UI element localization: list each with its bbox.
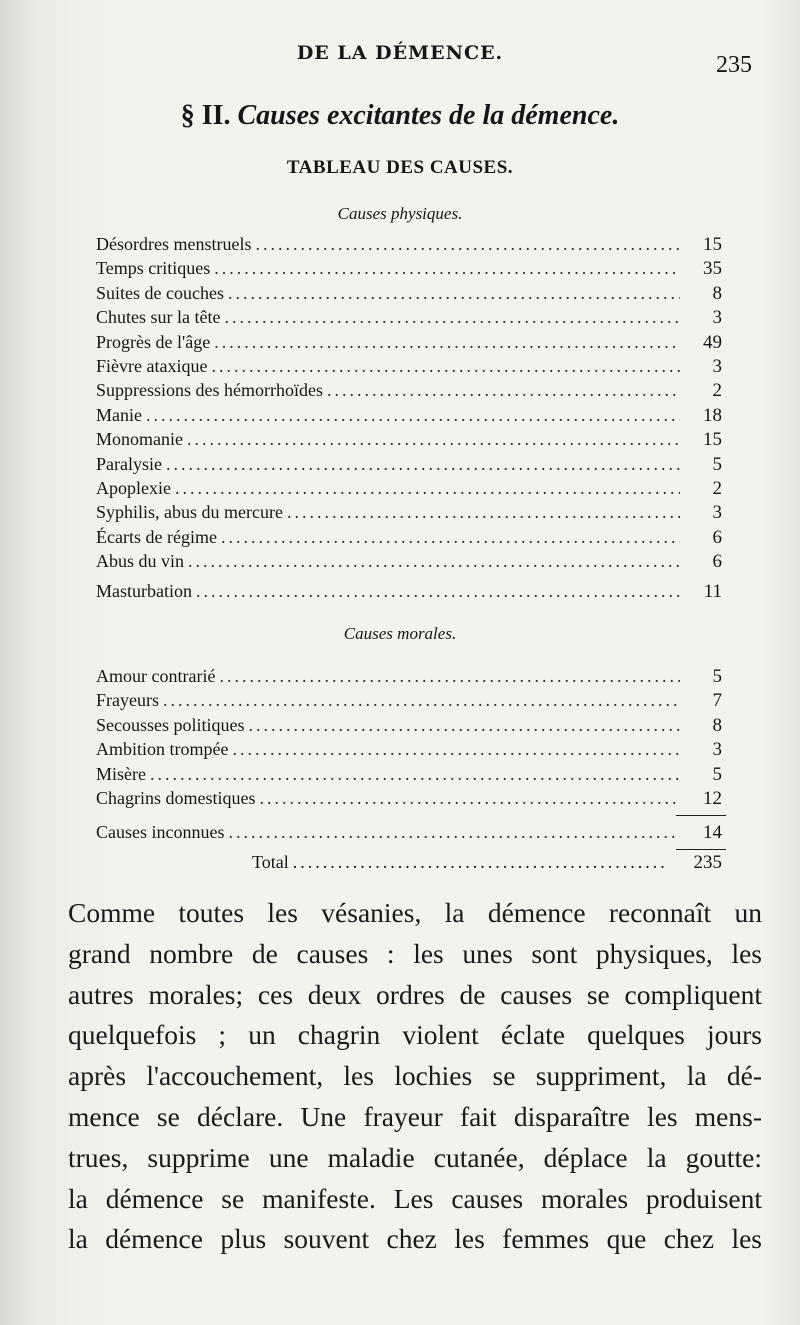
cause-row <box>96 737 722 761</box>
cause-count: 14 <box>703 822 722 843</box>
cause-row <box>96 525 722 549</box>
cause-count: 5 <box>712 666 722 687</box>
cause-label: Chutes sur la tête <box>96 307 221 328</box>
leader-dots <box>219 664 680 688</box>
cause-count: 2 <box>712 380 722 402</box>
cause-count: 8 <box>712 714 722 736</box>
cause-count: 49 <box>703 331 722 353</box>
leader-dots <box>150 762 680 786</box>
cause-row <box>96 305 722 329</box>
cause-row <box>96 549 722 573</box>
cause-count: 3 <box>712 307 722 329</box>
cause-count: 3 <box>712 739 722 761</box>
leader-dots <box>188 549 680 573</box>
cause-label: Paralysie <box>96 453 162 474</box>
cause-label: Masturbation <box>96 581 192 602</box>
cause-count: 3 <box>712 502 722 524</box>
total-value: 235 <box>693 852 722 873</box>
text-line: trues, supprime une maladie cutanée, déplace la goutte: <box>68 1141 762 1173</box>
cause-count: 8 <box>712 282 722 304</box>
cause-row <box>96 281 722 305</box>
cause-label: Secousses politiques <box>96 714 245 735</box>
table-title: TABLEAU DES CAUSES. <box>286 157 514 178</box>
leader-dots <box>187 427 680 451</box>
cause-label: Monomanie <box>96 429 183 450</box>
cause-row <box>96 427 722 451</box>
text-line: grand nombre de causes : les unes sont physiques, les <box>68 937 762 969</box>
leader-dots <box>327 378 680 402</box>
leader-dots <box>255 232 680 256</box>
cause-count: 6 <box>712 526 722 548</box>
cause-label: Frayeurs <box>96 690 159 711</box>
section-heading: Causes excitantes de la démence. <box>237 100 620 131</box>
leader-dots <box>163 688 680 712</box>
cause-row <box>96 500 722 524</box>
leader-dots <box>260 786 681 810</box>
leader-dots <box>228 820 680 844</box>
cause-row <box>96 762 722 786</box>
cause-count: 15 <box>703 429 722 451</box>
leader-dots <box>211 354 680 378</box>
page-header <box>0 42 800 82</box>
cause-label: Causes inconnues <box>96 822 225 842</box>
cause-label: Amour contrarié <box>96 666 216 686</box>
physical-causes-heading: Causes physiques. <box>337 204 463 223</box>
leader-dots <box>175 476 680 500</box>
cause-row <box>96 232 722 256</box>
cause-row <box>96 378 722 402</box>
text-line: la démence plus souvent chez les femmes que chez les <box>68 1223 762 1255</box>
cause-label: Abus du vin <box>96 551 185 572</box>
cause-row <box>96 403 722 427</box>
unknown-causes-list <box>96 820 722 844</box>
cause-count: 3 <box>712 355 722 377</box>
cause-count: 6 <box>712 551 722 573</box>
cause-row <box>96 354 722 378</box>
cause-count: 35 <box>703 258 722 280</box>
text-line: mence se déclare. Une frayeur fait disparaître les mens- <box>68 1100 762 1132</box>
cause-row <box>96 256 722 280</box>
cause-label: Désordres menstruels <box>96 234 252 254</box>
cause-label: Suites de couches <box>96 282 224 303</box>
cause-count: 11 <box>703 581 722 603</box>
leader-dots <box>293 852 664 873</box>
cause-row <box>96 476 722 500</box>
total-label: Total <box>252 852 289 872</box>
cause-row <box>96 664 722 688</box>
cause-row <box>96 713 722 737</box>
cause-count: 12 <box>703 787 722 809</box>
leader-dots <box>221 525 680 549</box>
cause-label: Temps critiques <box>96 258 211 279</box>
total-row <box>252 852 722 880</box>
cause-row <box>96 820 722 844</box>
leader-dots <box>196 579 680 603</box>
cause-label: Ambition trompée <box>96 739 229 760</box>
text-line: autres morales; ces deux ordres de causes se compliquent <box>68 978 762 1010</box>
cause-row <box>96 330 722 354</box>
cause-row <box>96 786 722 810</box>
leader-dots <box>146 403 680 427</box>
total-rule <box>676 849 726 850</box>
moral-causes-list <box>96 664 722 810</box>
body-paragraph <box>68 893 762 1260</box>
cause-count: 18 <box>703 404 722 426</box>
cause-count: 15 <box>703 234 722 255</box>
cause-count: 7 <box>712 690 722 712</box>
leader-dots <box>232 737 680 761</box>
running-head: DE LA DÉMENCE. <box>296 42 504 64</box>
moral-causes-heading: Causes morales. <box>343 624 457 643</box>
cause-label: Syphilis, abus du mercure <box>96 502 283 523</box>
page-number: 235 <box>716 52 752 78</box>
leader-dots <box>249 713 681 737</box>
leader-dots <box>214 330 680 354</box>
cause-label: Chagrins domestiques <box>96 787 256 808</box>
cause-label: Suppressions des hémorrhoïdes <box>96 380 323 401</box>
text-line: après l'accouchement, les lochies se suppriment, la dé- <box>68 1060 762 1092</box>
cause-count: 5 <box>712 763 722 785</box>
leader-dots <box>287 500 680 524</box>
cause-row <box>96 579 722 603</box>
cause-label: Misère <box>96 763 146 784</box>
leader-dots <box>228 281 680 305</box>
cause-label: Progrès de l'âge <box>96 331 211 352</box>
leader-dots <box>166 452 680 476</box>
cause-count: 5 <box>712 453 722 475</box>
physical-causes-list <box>96 232 722 604</box>
text-line: la démence se manifeste. Les causes morales produisent <box>68 1182 762 1214</box>
leader-dots <box>224 305 680 329</box>
cause-label: Fièvre ataxique <box>96 355 208 376</box>
section-number: § II. <box>180 100 231 131</box>
cause-count: 2 <box>712 477 722 499</box>
cause-label: Apoplexie <box>96 477 171 498</box>
section-title <box>0 100 800 132</box>
sum-rule <box>676 815 726 816</box>
cause-row <box>96 452 722 476</box>
text-line: quelquefois ; un chagrin violent éclate quelques jours <box>68 1019 762 1051</box>
cause-label: Manie <box>96 404 142 425</box>
cause-row <box>96 688 722 712</box>
text-line: Comme toutes les vésanies, la démence reconnaît un <box>68 897 762 928</box>
cause-label: Écarts de régime <box>96 526 217 547</box>
leader-dots <box>214 256 680 280</box>
